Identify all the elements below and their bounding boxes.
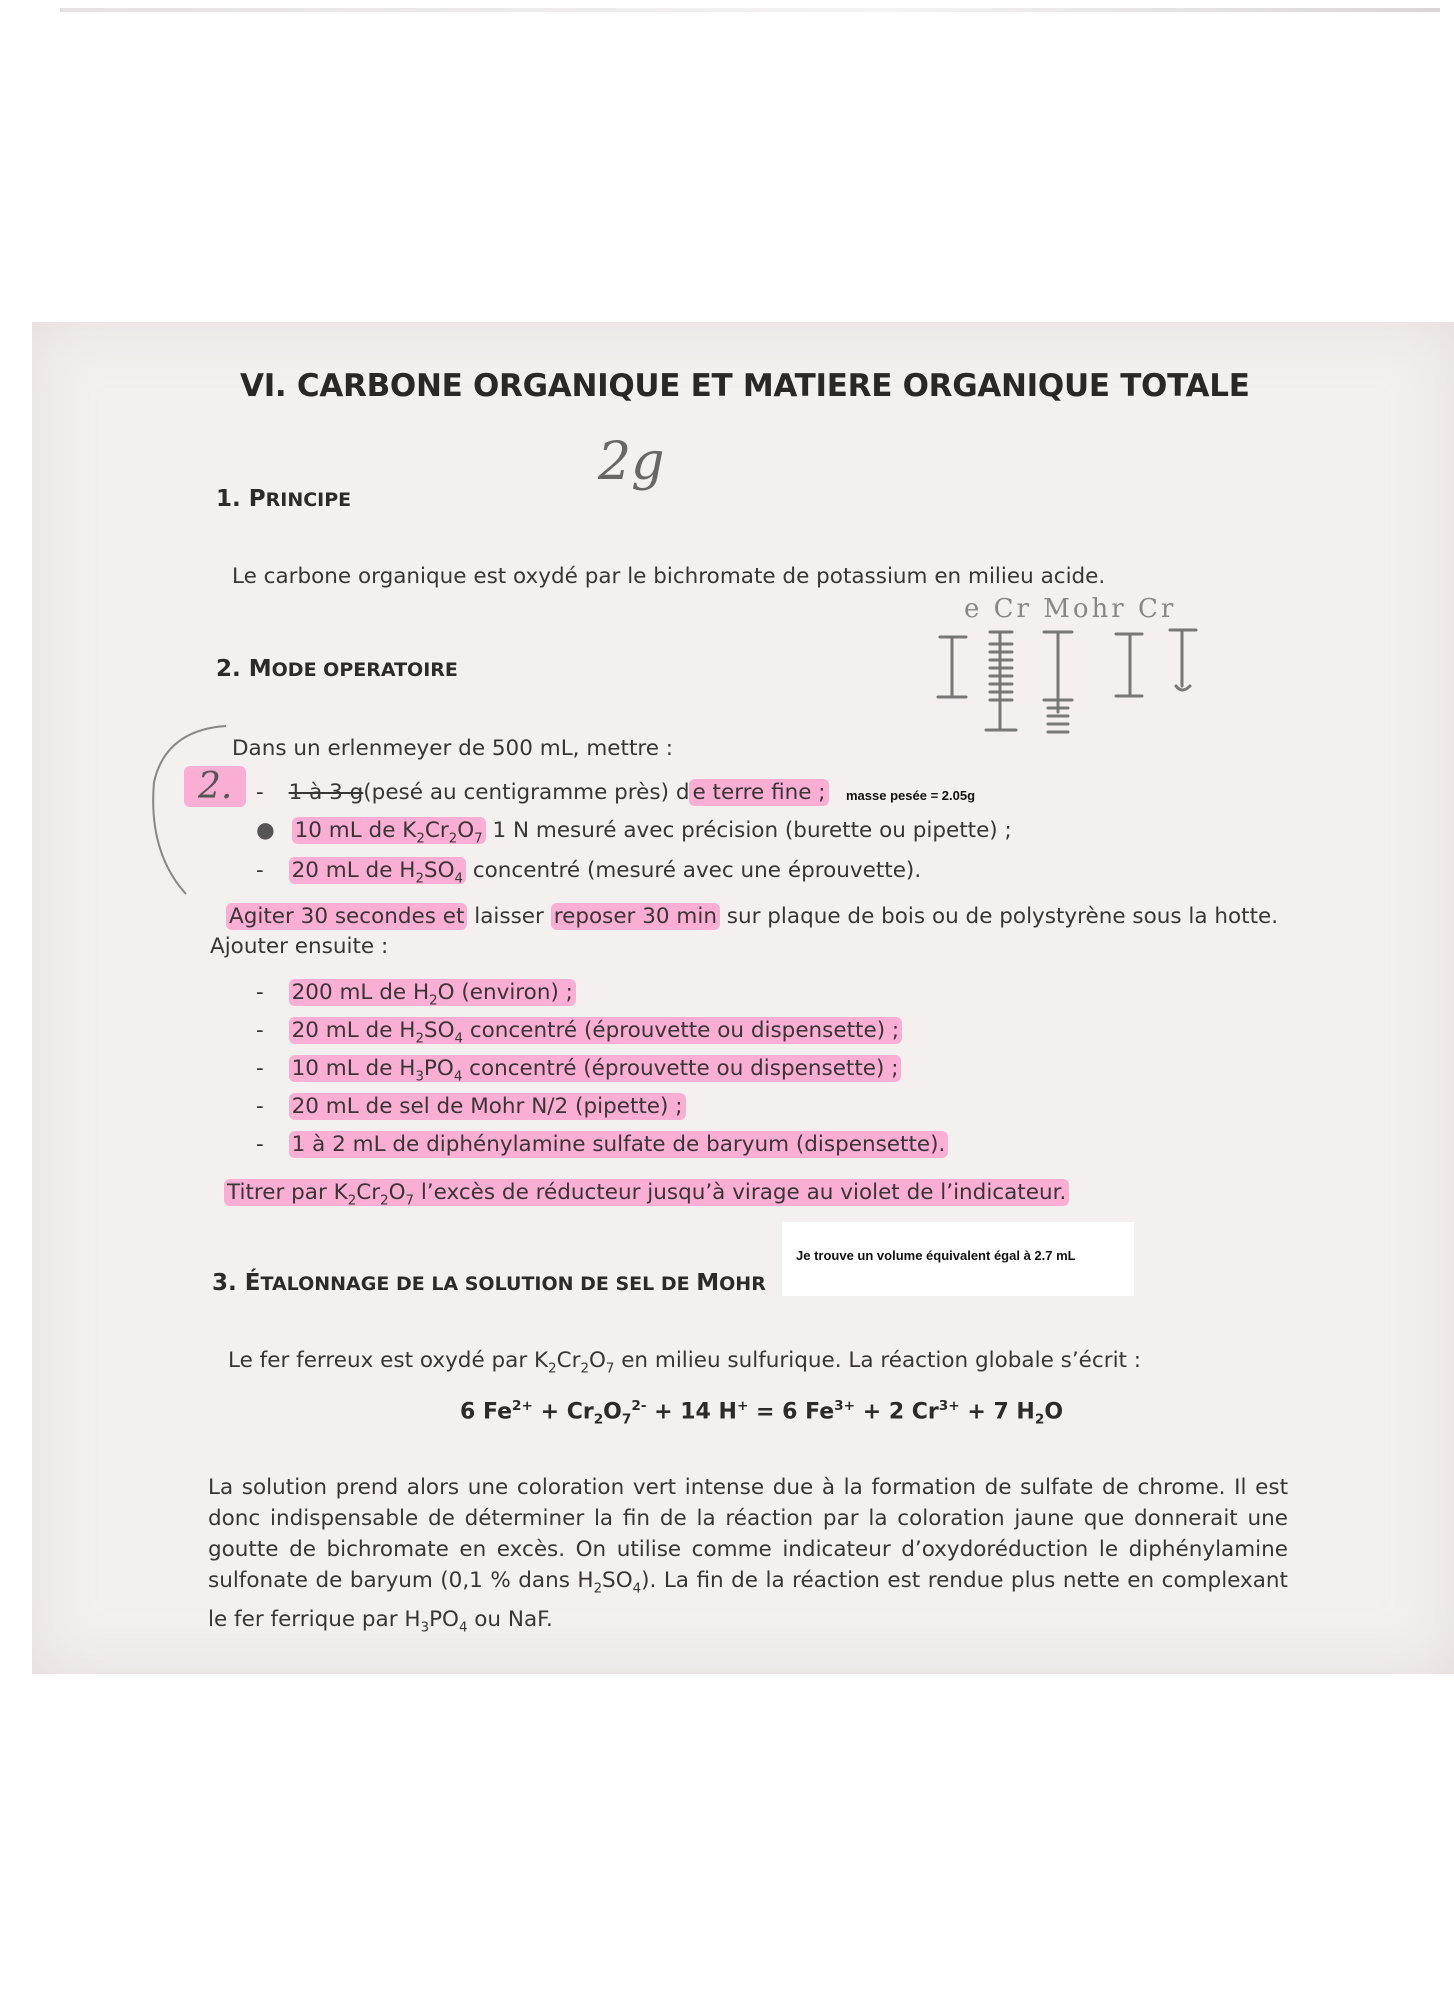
agiter-line: Agiter 30 secondes et laisser reposer 30 min sur plaque de bois ou de polystyrène sous la hotte. [226, 904, 1278, 929]
mass-note: masse pesée = 2.05g [846, 788, 976, 803]
list-item: - 20 mL de $H_2SO_4$ concentré (mesuré avec une éprouvette). [256, 858, 922, 887]
section-2-intro: Dans un erlenmeyer de 500 mL, mettre : [232, 736, 674, 761]
handwritten-mass: 2g [598, 432, 665, 492]
section-1-text: Le carbone organique est oxydé par le bichromate de potassium en milieu acide. [232, 564, 1106, 589]
handwritten-step-mark: 2. [184, 766, 246, 807]
burette-sketch-icon [930, 622, 1220, 740]
handwritten-labels: e Cr Mohr Cr [964, 594, 1177, 624]
ajouter-line: Ajouter ensuite : [210, 934, 389, 959]
margin-bracket-icon [146, 722, 266, 898]
page-title: VI. CARBONE ORGANIQUE ET MATIERE ORGANIQUE TOTALE [240, 368, 1250, 404]
list-item: - 1 à 2 mL de diphénylamine sulfate de baryum (dispensette). [256, 1132, 948, 1157]
list-item: - 10 mL de $H_3PO_4$ concentré (éprouvette ou dispensette) ; [256, 1056, 901, 1084]
section-3-paragraph: La solution prend alors une coloration vert intense due à la formation de sulfate de chrome. Il est donc indispensable de déterminer la fin de la réaction par la coloration jaune que donnerait une goutte de bichromate en excès. On utilise comme indicateur d’oxydoréduction le diphénylamine sulfonate de baryum (0,1 % dans $H_2SO_4$). La fin de la réaction est rendue plus nette en complexant le fer ferrique par $H_3PO_4$ ou NaF. [208, 1475, 1288, 1636]
list-item: - 1 à 3 g(pesé au centigramme près) d e terre fine ; [256, 780, 829, 805]
list-item: - 20 mL de $H_2SO_4$ concentré (éprouvette ou dispensette) ; [256, 1018, 902, 1046]
reaction-equation: 6 $Fe^{2+} + Cr_2O_7^{2-} + 14$ H+ = 6 $Fe^{3+} + 2$ $Cr^{3+} + 7$ $H_2O$ [460, 1398, 1064, 1428]
list-item: - 20 mL de sel de Mohr N/2 (pipette) ; [256, 1094, 686, 1119]
section-3-heading: 3. ÉTALONNAGE DE LA SOLUTION DE SEL DE MOHR [212, 1270, 766, 1296]
section-2-heading: 2. MODE OPERATOIRE [216, 656, 458, 682]
list-item: - 200 mL de $H_2O$ (environ) ; [256, 980, 576, 1008]
section-3-intro: Le fer ferreux est oxydé par $K_2Cr_2O_7$ en milieu sulfurique. La réaction globale s’écrit : [228, 1348, 1142, 1377]
result-note-box: Je trouve un volume équivalent égal à 2.7 mL [782, 1222, 1134, 1296]
scan-top-edge [60, 8, 1440, 12]
list-item: ● 10 mL de $K_2Cr_2O_7$ 1 N mesuré avec précision (burette ou pipette) ; [256, 818, 1012, 847]
titrer-line: Titrer par $K_2Cr_2O_7$ l’excès de réducteur jusqu’à virage au violet de l’indicateur. [224, 1180, 1069, 1208]
section-1-heading: 1. PRINCIPE [216, 486, 352, 512]
